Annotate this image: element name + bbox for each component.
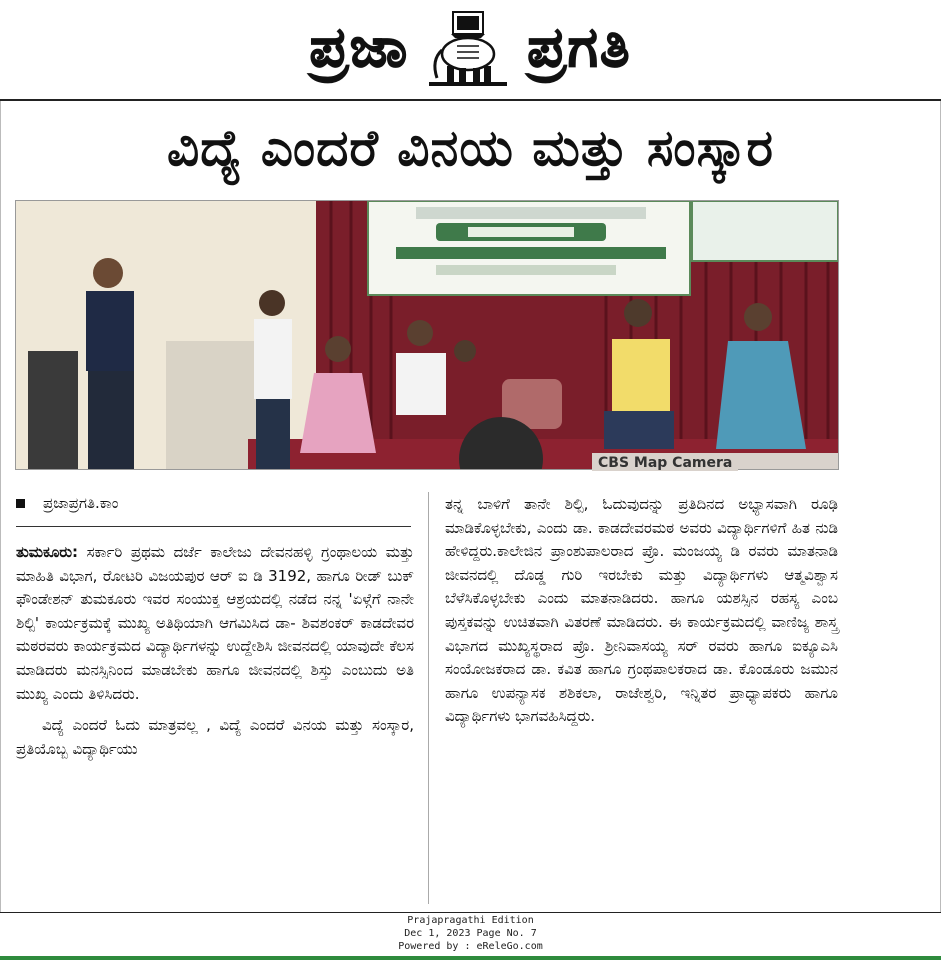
article-headline: ವಿದ್ಯೆ ಎಂದರೆ ವಿನಯ ಮತ್ತು ಸಂಸ್ಕಾರ xyxy=(167,119,774,177)
footer-rule xyxy=(0,912,941,913)
byline xyxy=(16,494,118,512)
masthead xyxy=(0,0,941,96)
byline-bullet xyxy=(16,499,25,508)
paragraph-2: ವಿದ್ಯೆ ಎಂದರೆ ಓದು ಮಾತ್ರವಲ್ಲ , ವಿದ್ಯೆ ಎಂದರೆ ವಿನಯ ಮತ್ತು ಸಂಸ್ಕಾರ, ಪ್ರತಿಯೊಬ್ಬ ವಿದ್ಯಾರ್ಥಿಯು xyxy=(16,716,414,758)
footer-edition: Prajapragathi Edition xyxy=(407,915,534,926)
article-column-2 xyxy=(445,493,838,729)
masthead-left-word: ಪ್ರಜಾ xyxy=(309,15,410,80)
elephant-emblem-icon xyxy=(427,8,509,88)
footer-powered-by: Powered by : eReleGo.com xyxy=(398,941,543,952)
footer-date-page: Dec 1, 2023 Page No. 7 xyxy=(404,928,537,939)
masthead-right-word: ಪ್ರಗತಿ xyxy=(527,15,632,80)
paragraph-3: ತನ್ನ ಬಾಳಿಗೆ ತಾನೇ ಶಿಲ್ಪಿ, ಓದುವುದನ್ನು ಪ್ರತಿದಿನದ ಅಭ್ಯಾಸವಾಗಿ ರೂಢಿ ಮಾಡಿಕೊಳ್ಳಬೇಕು, ಎಂದು ಡಾ. ಕಾಡದೇವರಮಠ ಅವರು ವಿದ್ಯಾರ್ಥಿಗಳಿಗೆ ಹಿತ ನುಡಿ ಹೇಳಿದ್ದರು.ಕಾಲೇಜಿನ ಪ್ರಾಂಶುಪಾಲರಾದ ಪ್ರೊ. ಮಂಜಯ್ಯ ಡಿ ರವರು ಮಾತನಾಡಿ ಜೀವನದಲ್ಲಿ ದೊಡ್ಡ ಗುರಿ ಇರಬೇಕು ಮತ್ತು ವಿದ್ಯಾರ್ಥಿಗಳು ಆತ್ಮವಿಶ್ವಾಸ ಬೆಳೆಸಿಕೊಳ್ಳಬೇಕು ಎಂದು ಮಾತನಾಡಿದರು. ಹಾಗೂ ಯಶಸ್ಸಿನ ರಹಸ್ಯ ಎಂಬ ಪುಸ್ತಕವನ್ನು ಉಚಿತವಾಗಿ ವಿತರಣೆ ಮಾಡಿದರು. ಈ ಕಾರ್ಯಕ್ರಮದಲ್ಲಿ ವಾಣಿಜ್ಯ ಶಾಸ್ತ್ರ ವಿಭಾಗದ ಮುಖ್ಯಸ್ಥರಾದ ಪ್ರೊ. ಶ್ರೀನಿವಾಸಯ್ಯ ಸರ್ ರವರು ಹಾಗೂ ಐಕ್ಯೂಎಸಿ ಸಂಯೋಜಕರಾದ ಡಾ. ಕವಿತ ಹಾಗೂ ಗ್ರಂಥಪಾಲಕರಾದ ಡಾ. ಕೊಂಡೂರು ಜಮುನ ಹಾಗೂ ಉಪನ್ಯಾಸಕ ಶಶಿಕಲಾ, ರಾಜೇಶ್ವರಿ, ಇನ್ನಿತರ ಪ್ರಾಧ್ಯಾಪಕರು ಹಾಗೂ ವಿದ್ಯಾರ್ಥಿಗಳು ಭಾಗವಹಿಸಿದ್ದರು. xyxy=(445,495,838,726)
dateline: ತುಮಕೂರು: xyxy=(16,543,79,561)
article-column-1 xyxy=(16,541,414,761)
footer-accent-bar xyxy=(0,956,941,960)
edition-footer xyxy=(0,914,941,953)
photo-watermark: CBS Map Camera xyxy=(592,455,738,471)
byline-text: ಪ್ರಜಾಪ್ರಗತಿ.ಕಾಂ xyxy=(43,494,119,512)
event-photo-illustration xyxy=(16,201,838,469)
byline-rule xyxy=(16,526,411,527)
column-divider xyxy=(428,492,429,904)
paragraph-1 xyxy=(16,541,414,706)
paragraph-1-text: ಸರ್ಕಾರಿ ಪ್ರಥಮ ದರ್ಜೆ ಕಾಲೇಜು ದೇವನಹಳ್ಳಿ ಗ್ರಂಥಾಲಯ ಮತ್ತು ಮಾಹಿತಿ ವಿಭಾಗ, ರೋಟರಿ ವಿಜಯಪುರ ಆರ್ ಐ ಡಿ 3192, ಹಾಗೂ ರೀಡ್ ಬುಕ್ ಫೌಂಡೇಶನ್ ತುಮಕೂರು ಇವರ ಸಂಯುಕ್ತ ಆಶ್ರಯದಲ್ಲಿ ನಡೆದ ನನ್ನ 'ಏಳ್ಗೆಗೆ ನಾನೇ ಶಿಲ್ಪಿ' ಕಾರ್ಯಕ್ರಮಕ್ಕೆ ಮುಖ್ಯ ಅತಿಥಿಯಾಗಿ ಆಗಮಿಸಿದ ಡಾ- ಶಿವಶಂಕರ್ ಕಾಡದೇವರ ಮಠರವರು ಕಾರ್ಯಕ್ರಮದ ವಿದ್ಯಾರ್ಥಿಗಳನ್ನು ಉದ್ದೇಶಿಸಿ ಜೀವನದಲ್ಲಿ ಯಾವುದೇ ಕೆಲಸ ಮಾಡಿದರು ಮನಸ್ಸಿನಿಂದ ಮಾಡಬೇಕು ಹಾಗೂ ಜೀವನದಲ್ಲಿ ಶಿಸ್ತು ಎಂಬುದು ಅತಿ ಮುಖ್ಯ ಎಂದು ತಿಳಿಸಿದರು. xyxy=(16,543,414,703)
article-photo xyxy=(15,200,839,470)
